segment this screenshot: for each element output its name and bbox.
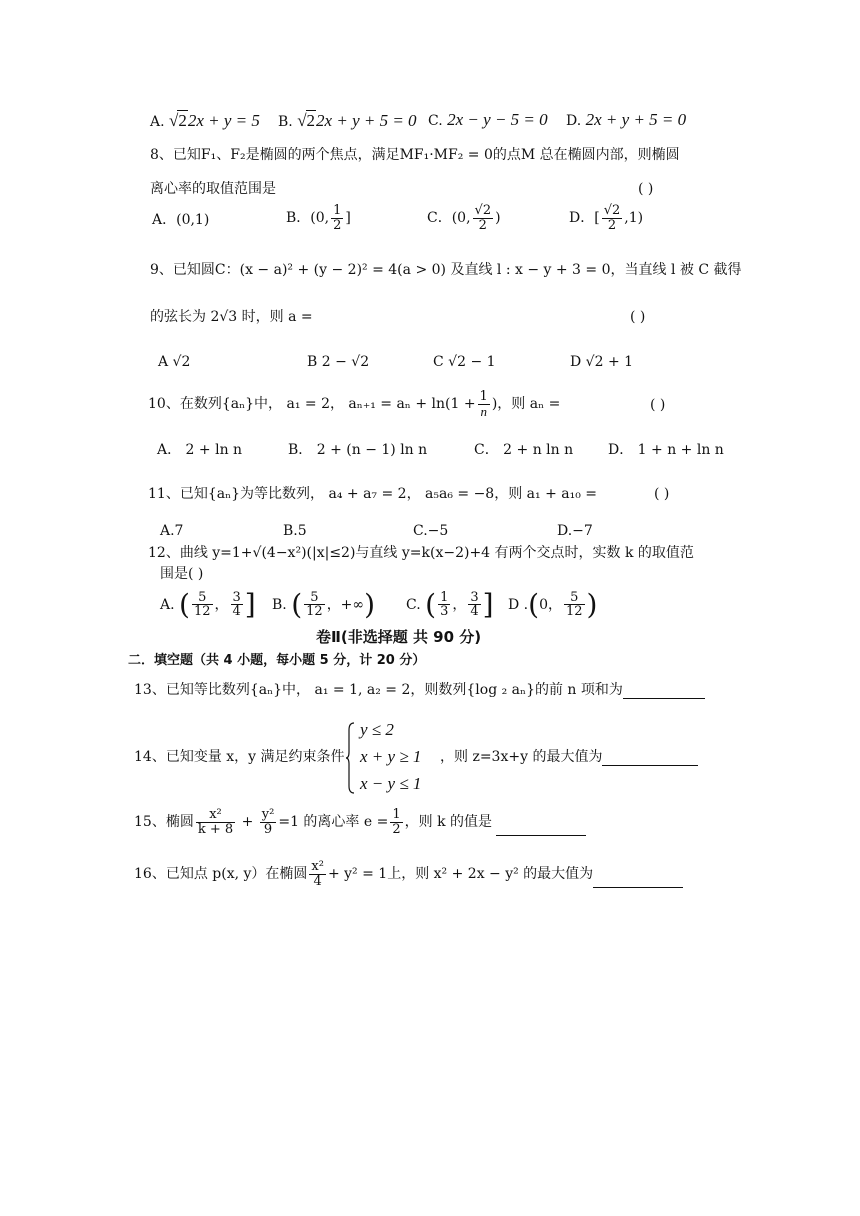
q12-option-c: C. ( $\frac{1}{3}$ ， $\frac{3}{4}$ ]: [406, 588, 494, 621]
q14-constraint-3: x − y ≤ 1: [360, 774, 422, 793]
q7-option-a-expr: 2x + y = 5: [187, 111, 260, 130]
q9-option-d: D √2 + 1: [570, 354, 634, 370]
q10-option-d: D． 1 + n + ln n: [608, 442, 724, 458]
q14-constraint-1: y ≤ 2: [360, 720, 394, 739]
q11-option-b: B.5: [283, 523, 307, 539]
q10-option-b: B． 2 + (n − 1) ln n: [288, 442, 428, 458]
q12-option-b: B. ( $\frac{5}{12}$ ，+∞): [272, 588, 376, 621]
q11-option-a: A.7: [160, 523, 184, 539]
q11-option-c: C.−5: [413, 523, 449, 539]
q8-option-a: A．(0,1): [152, 212, 210, 228]
q12-option-d: D .(0， $\frac{5}{12}$ ): [508, 588, 598, 621]
q13-answer-blank[interactable]: [623, 682, 705, 699]
q14-brace-icon: [345, 722, 355, 794]
q7-option-c: C. 2x − y − 5 = 0: [428, 110, 548, 129]
q8-option-c: C．(0, $\frac{√2}{2}$ ): [427, 203, 501, 233]
q14-constraint-2: x + y ≥ 1: [360, 747, 422, 766]
q11-answer-paren: ( ): [654, 486, 670, 502]
q9-line2: 的弦长为 2√3 时，则 a =: [150, 309, 313, 325]
q12-option-a: A. ( $\frac{5}{12}$ ， $\frac{3}{4}$ ]: [160, 588, 256, 621]
q7-option-a: A. √22x + y = 5: [150, 111, 260, 130]
q8-line1: 8、已知F₁、F₂是椭圆的两个焦点，满足MF₁·MF₂ = 0的点M 总在椭圆内部，则椭圆: [150, 147, 680, 163]
q10-line1: 10、在数列{aₙ}中， a₁ = 2， aₙ₊₁ = aₙ + ln(1 + $\frac{1}{n}$ )，则 aₙ =: [148, 389, 561, 419]
q9-answer-paren: ( ): [630, 309, 646, 325]
q9-option-b: B 2 − √2: [307, 354, 370, 370]
section2-title: 二．填空题（共 4 小题，每小题 5 分，计 20 分）: [128, 653, 426, 668]
q11-line1: 11、已知{aₙ}为等比数列， a₄ + a₇ = 2， a₅a₆ = −8，则 a₁ + a₁₀ =: [148, 486, 597, 502]
q11-option-d: D.−7: [557, 523, 593, 539]
q10-answer-paren: ( ): [650, 397, 666, 413]
q14-text-b: ，则 z=3x+y 的最大值为: [440, 749, 698, 766]
q16-answer-blank[interactable]: [593, 871, 683, 888]
q10-option-c: C． 2 + n ln n: [474, 442, 574, 458]
q14-text-a: 14、已知变量 x，y 满足约束条件: [134, 749, 345, 765]
q14-answer-blank[interactable]: [602, 749, 698, 766]
q10-option-a: A． 2 + ln n: [157, 442, 243, 458]
q15-text: 15、椭圆 $\frac{\text{x²}}{k + 8}$ + $\frac{\text{y²}}{9}$ =1 的离心率 e = $\frac{1}{2}$ ，则 k 的值是: [134, 808, 586, 836]
q9-option-c: C √2 − 1: [433, 354, 496, 370]
q15-answer-blank[interactable]: [496, 819, 586, 836]
q8-line2: 离心率的取值范围是: [150, 181, 276, 197]
q12-line2: 围是( ): [160, 566, 204, 582]
q8-answer-paren: ( ): [638, 181, 654, 197]
part2-title: 卷Ⅱ(非选择题 共 90 分): [316, 628, 482, 646]
q7-option-b: B. √22x + y + 5 = 0: [278, 111, 417, 130]
q7-option-d: D. 2x + y + 5 = 0: [566, 110, 687, 129]
q16-text: 16、已知点 p(x, y）在椭圆 $\frac{\text{x²}}{4}$ + y² = 1上，则 x² + 2x − y² 的最大值为: [134, 860, 683, 888]
q9-option-a: A √2: [158, 354, 191, 370]
q8-option-b: B．(0, $\frac{1}{2}$ ]: [286, 203, 351, 233]
q13-text: 13、已知等比数列{aₙ}中， a₁ = 1, a₂ = 2，则数列{log ₂ aₙ}的前 n 项和为: [134, 682, 705, 699]
q8-option-d: D．[ $\frac{√2}{2}$ ,1): [569, 203, 644, 233]
q12-line1: 12、曲线 y=1+√(4−x²)(|x|≤2)与直线 y=k(x−2)+4 有两个交点时，实数 k 的取值范: [148, 545, 694, 561]
q9-line1: 9、已知圆C：(x − a)² + (y − 2)² = 4(a > 0) 及直线 l : x − y + 3 = 0，当直线 l 被 C 截得: [150, 262, 742, 278]
